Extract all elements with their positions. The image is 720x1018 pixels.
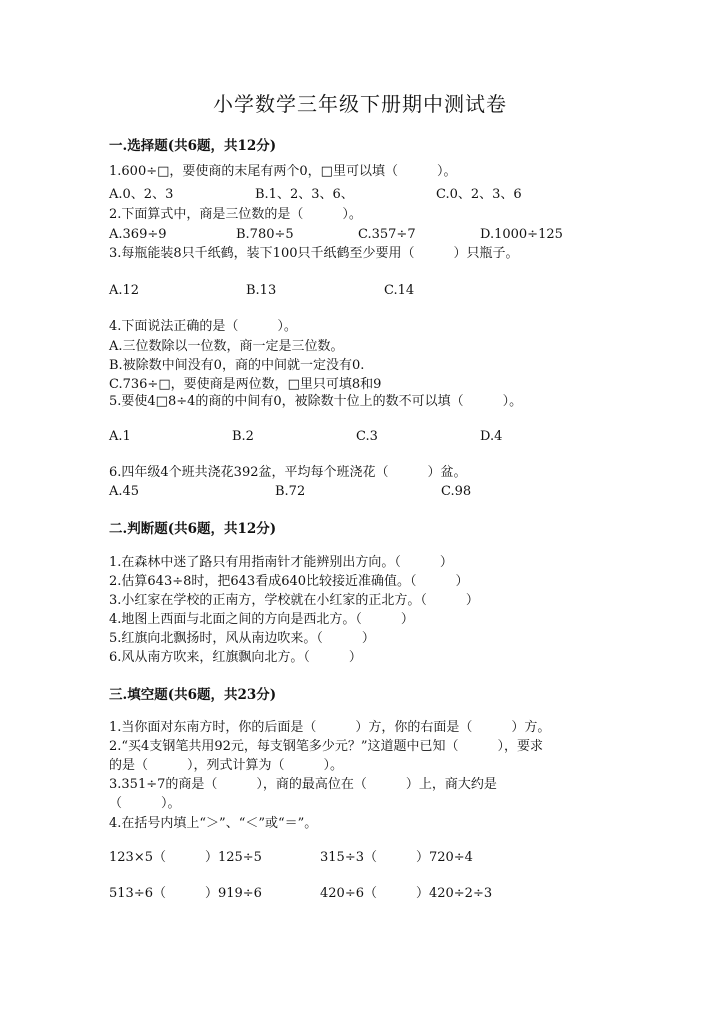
compare-expression: 420÷6（ ）420÷2÷3 (320, 886, 493, 901)
judge-item: 6.风从南方吹来，红旗飘向北方。（ ） (109, 650, 362, 665)
option-b: B.13 (246, 283, 277, 298)
judge-item: 3.小红家在学校的正南方，学校就在小红家的正北方。（ ） (109, 593, 479, 608)
compare-expression: 315÷3（ ）720÷4 (320, 850, 473, 865)
option-b: B.780÷5 (236, 227, 294, 242)
judge-item: 1.在森林中迷了路只有用指南针才能辨别出方向。（ ） (109, 555, 453, 570)
option-c: C.357÷7 (358, 227, 416, 242)
fill-item: 2.“买4支钢笔共用92元，每支钢笔多少元？”这道题中已知（ ），要求 (109, 739, 544, 754)
question-stem: 2.下面算式中，商是三位数的是（ ）。 (109, 207, 362, 222)
option-d: D.4 (480, 429, 503, 444)
option-c: C.0、2、3、6 (436, 187, 522, 202)
option-a: A.1 (109, 429, 131, 444)
question-stem: 6.四年级4个班共浇花392盆，平均每个班浇花（ ）盆。 (109, 465, 467, 480)
question-stem: 4.下面说法正确的是（ ）。 (109, 319, 297, 334)
page-title: 小学数学三年级下册期中测试卷 (213, 92, 507, 116)
judge-item: 2.估算643÷8时，把643看成640比较接近准确值。（ ） (109, 574, 469, 589)
option-c: C.14 (384, 283, 415, 298)
option-a: A.三位数除以一位数，商一定是三位数。 (109, 339, 344, 354)
fill-item-continued: （ ）。 (109, 796, 181, 811)
compare-expression: 123×5（ ）125÷5 (109, 850, 262, 865)
compare-expression: 513÷6（ ）919÷6 (109, 886, 262, 901)
section-heading-judge: 二.判断题(共6题，共12分) (109, 521, 277, 537)
option-c: C.98 (441, 484, 472, 499)
question-stem: 1.600÷□，要使商的末尾有两个0，□里可以填（ ）。 (109, 164, 457, 179)
fill-item: 1.当你面对东南方时，你的后面是（ ）方，你的右面是（ ）方。 (109, 720, 551, 735)
fill-item-continued: 的是（ ），列式计算为（ ）。 (109, 758, 344, 773)
question-stem: 3.每瓶能装8只千纸鹤，装下100只千纸鹤至少要用（ ）只瓶子。 (109, 246, 519, 261)
option-a: A.12 (109, 283, 140, 298)
option-b: B.被除数中间没有0，商的中间就一定没有0. (109, 358, 365, 373)
section-heading-fill: 三.填空题(共6题，共23分) (109, 687, 277, 703)
question-stem: 5.要使4□8÷4的商的中间有0，被除数十位上的数不可以填（ ）。 (109, 394, 523, 409)
judge-item: 4.地图上西面与北面之间的方向是西北方。（ ） (109, 612, 414, 627)
option-a: A.0、2、3 (109, 187, 174, 202)
option-c: C.736÷□，要使商是两位数，□里只可填8和9 (109, 377, 382, 392)
judge-item: 5.红旗向北飘扬时，风从南边吹来。（ ） (109, 631, 375, 646)
option-a: A.369÷9 (109, 227, 167, 242)
fill-item: 4.在括号内填上“＞”、“＜”或“＝”。 (109, 816, 318, 831)
option-b: B.1、2、3、6、 (255, 187, 354, 202)
option-b: B.2 (232, 429, 254, 444)
option-b: B.72 (275, 484, 306, 499)
fill-item: 3.351÷7的商是（ ），商的最高位在（ ）上，商大约是 (109, 777, 497, 792)
option-d: D.1000÷125 (480, 227, 563, 242)
option-c: C.3 (356, 429, 378, 444)
option-a: A.45 (109, 484, 140, 499)
section-heading-choice: 一.选择题(共6题，共12分) (109, 138, 277, 154)
